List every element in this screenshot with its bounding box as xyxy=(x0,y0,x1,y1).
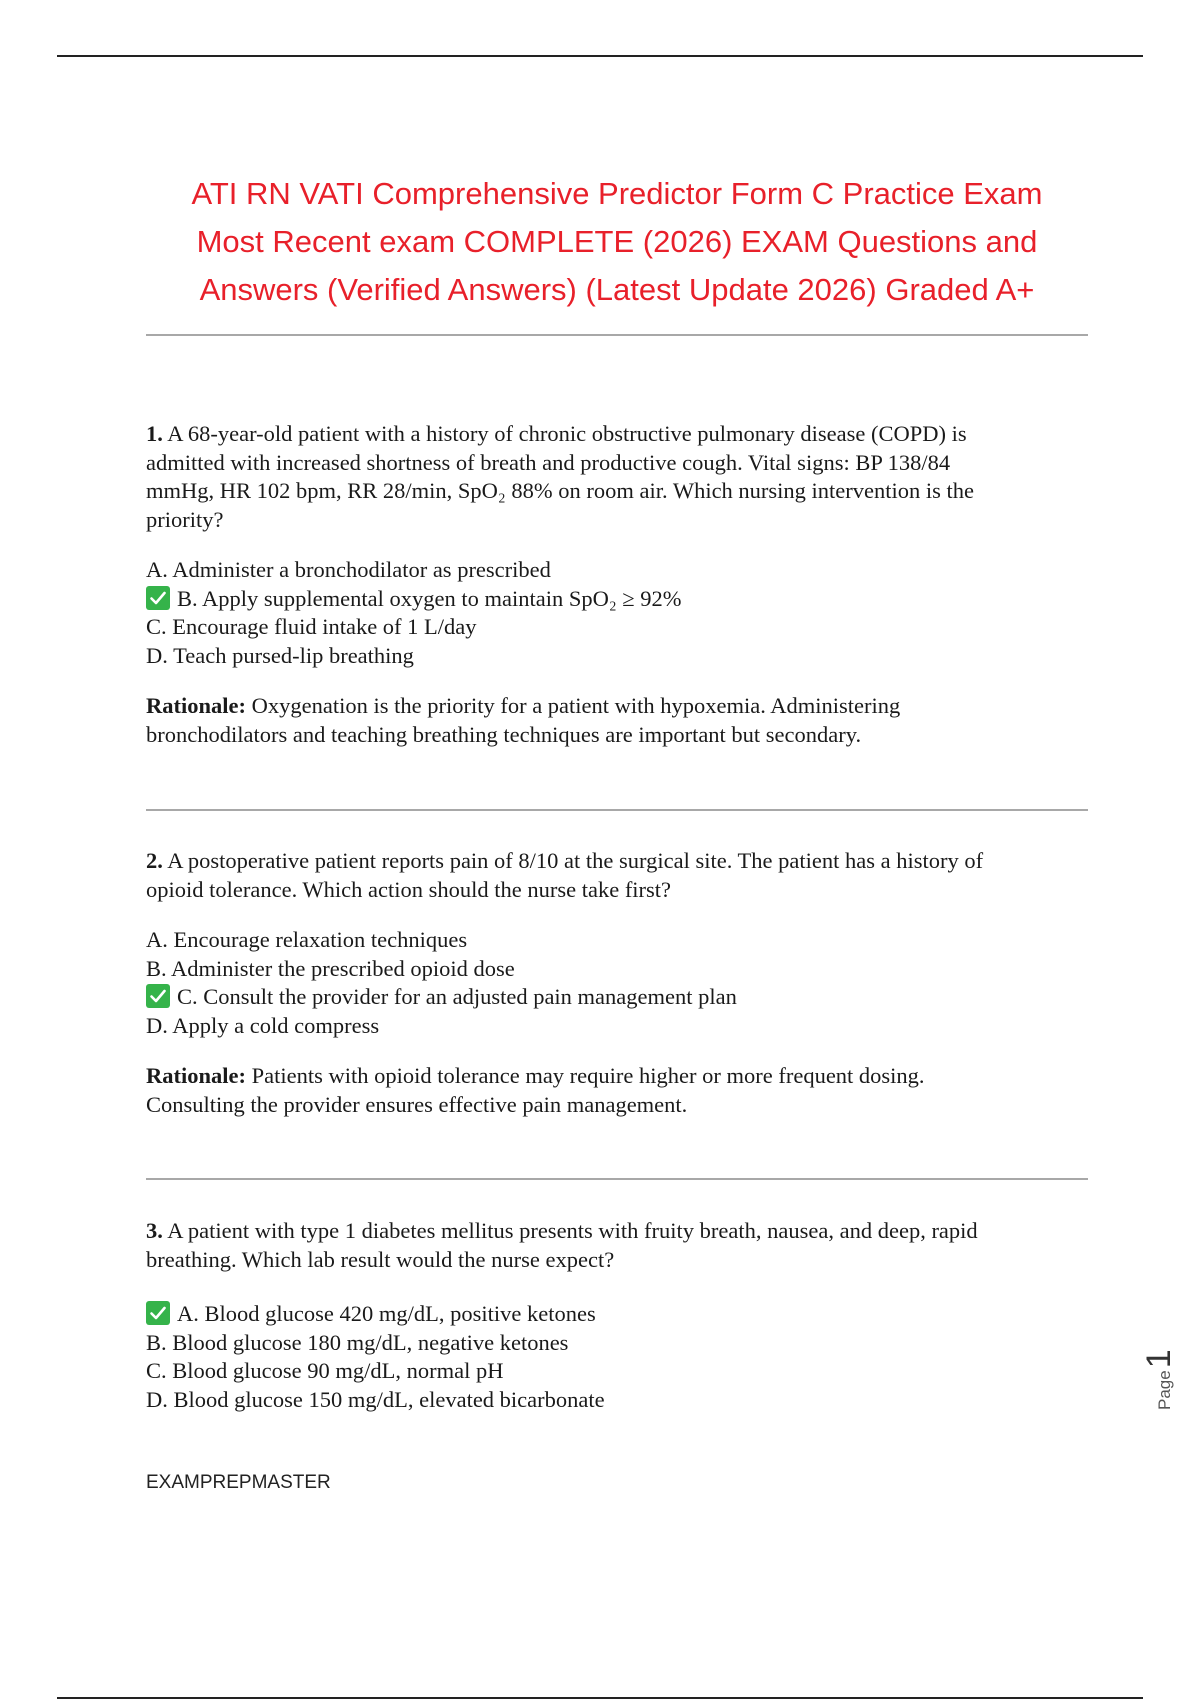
option-c-correct xyxy=(146,983,1076,1012)
rationale-label: Rationale: xyxy=(146,1063,246,1088)
question-text: A patient with type 1 diabetes mellitus presents with fruity breath, nausea, and deep, rapid xyxy=(167,1218,978,1243)
checkmark-icon xyxy=(146,1301,170,1325)
title-line: Most Recent exam COMPLETE (2026) EXAM Questions and xyxy=(196,224,1038,259)
rationale-text: Oxygenation is the priority for a patient with hypoxemia. Administering xyxy=(251,693,901,718)
answer-options xyxy=(146,1300,1076,1414)
option-text: C. Consult the provider for an adjusted pain management plan xyxy=(177,984,737,1009)
question-text: A postoperative patient reports pain of 8/10 at the surgical site. The patient has a history of xyxy=(167,848,984,873)
page-word: Page xyxy=(1155,1370,1174,1410)
rationale-text: Consulting the provider ensures effective pain management. xyxy=(146,1091,688,1117)
section-divider xyxy=(146,809,1088,811)
option-a: A. Administer a bronchodilator as prescribed xyxy=(146,557,551,582)
rationale xyxy=(146,1062,1076,1119)
rationale-label: Rationale: xyxy=(146,693,246,718)
option-b-correct xyxy=(146,585,1076,614)
checkmark-icon xyxy=(146,586,170,610)
question-stem xyxy=(146,1217,1076,1274)
question-number: 1. xyxy=(146,421,163,446)
question-text: breathing. Which lab result would the nurse expect? xyxy=(146,1246,615,1272)
question-number: 3. xyxy=(146,1218,163,1243)
option-c: C. Encourage fluid intake of 1 L/day xyxy=(146,614,477,639)
question-stem xyxy=(146,420,1076,534)
option-d: D. Teach pursed-lip breathing xyxy=(146,642,414,668)
checkmark-icon xyxy=(146,984,170,1008)
page-number-label xyxy=(1140,1349,1179,1410)
section-divider xyxy=(146,334,1088,336)
option-d: D. Apply a cold compress xyxy=(146,1012,380,1038)
question-2 xyxy=(146,847,1076,1119)
title-line: Answers (Verified Answers) (Latest Update 2026) Graded A+ xyxy=(199,272,1035,307)
question-1 xyxy=(146,420,1076,749)
option-a-correct xyxy=(146,1300,1076,1329)
question-text: priority? xyxy=(146,506,224,532)
footer-brand: EXAMPREPMASTER xyxy=(146,1472,331,1493)
question-number: 2. xyxy=(146,848,163,873)
answer-options xyxy=(146,926,1076,1040)
option-a: A. Encourage relaxation techniques xyxy=(146,927,468,952)
question-3 xyxy=(146,1217,1076,1414)
title-line: ATI RN VATI Comprehensive Predictor Form C Practice Exam xyxy=(191,176,1043,211)
option-text: B. Apply supplemental oxygen to maintain SpO₂ ≥ 92% xyxy=(177,585,682,611)
option-b: B. Blood glucose 180 mg/dL, negative ketones xyxy=(146,1329,569,1355)
top-rule xyxy=(57,55,1143,57)
option-c: C. Blood glucose 90 mg/dL, normal pH xyxy=(146,1358,504,1383)
section-divider xyxy=(146,1178,1088,1180)
option-text: A. Blood glucose 420 mg/dL, positive ketones xyxy=(177,1301,596,1326)
question-text: opioid tolerance. Which action should the nurse take first? xyxy=(146,876,672,902)
answer-options xyxy=(146,556,1076,670)
rationale-text: bronchodilators and teaching breathing techniques are important but secondary. xyxy=(146,721,862,747)
page-number: 1 xyxy=(1140,1349,1178,1369)
option-d: D. Blood glucose 150 mg/dL, elevated bicarbonate xyxy=(146,1386,605,1412)
rationale-text: Patients with opioid tolerance may require higher or more frequent dosing. xyxy=(251,1063,925,1088)
document-title xyxy=(146,170,1088,314)
option-b: B. Administer the prescribed opioid dose xyxy=(146,955,515,981)
question-text: admitted with increased shortness of breath and productive cough. Vital signs: BP 138/84 xyxy=(146,449,951,475)
question-text: A 68-year-old patient with a history of chronic obstructive pulmonary disease (COPD) is xyxy=(167,421,967,446)
question-stem xyxy=(146,847,1076,904)
bottom-rule xyxy=(57,1697,1143,1699)
question-text: mmHg, HR 102 bpm, RR 28/min, SpO₂ 88% on room air. Which nursing intervention is the xyxy=(146,478,975,503)
rationale xyxy=(146,692,1076,749)
